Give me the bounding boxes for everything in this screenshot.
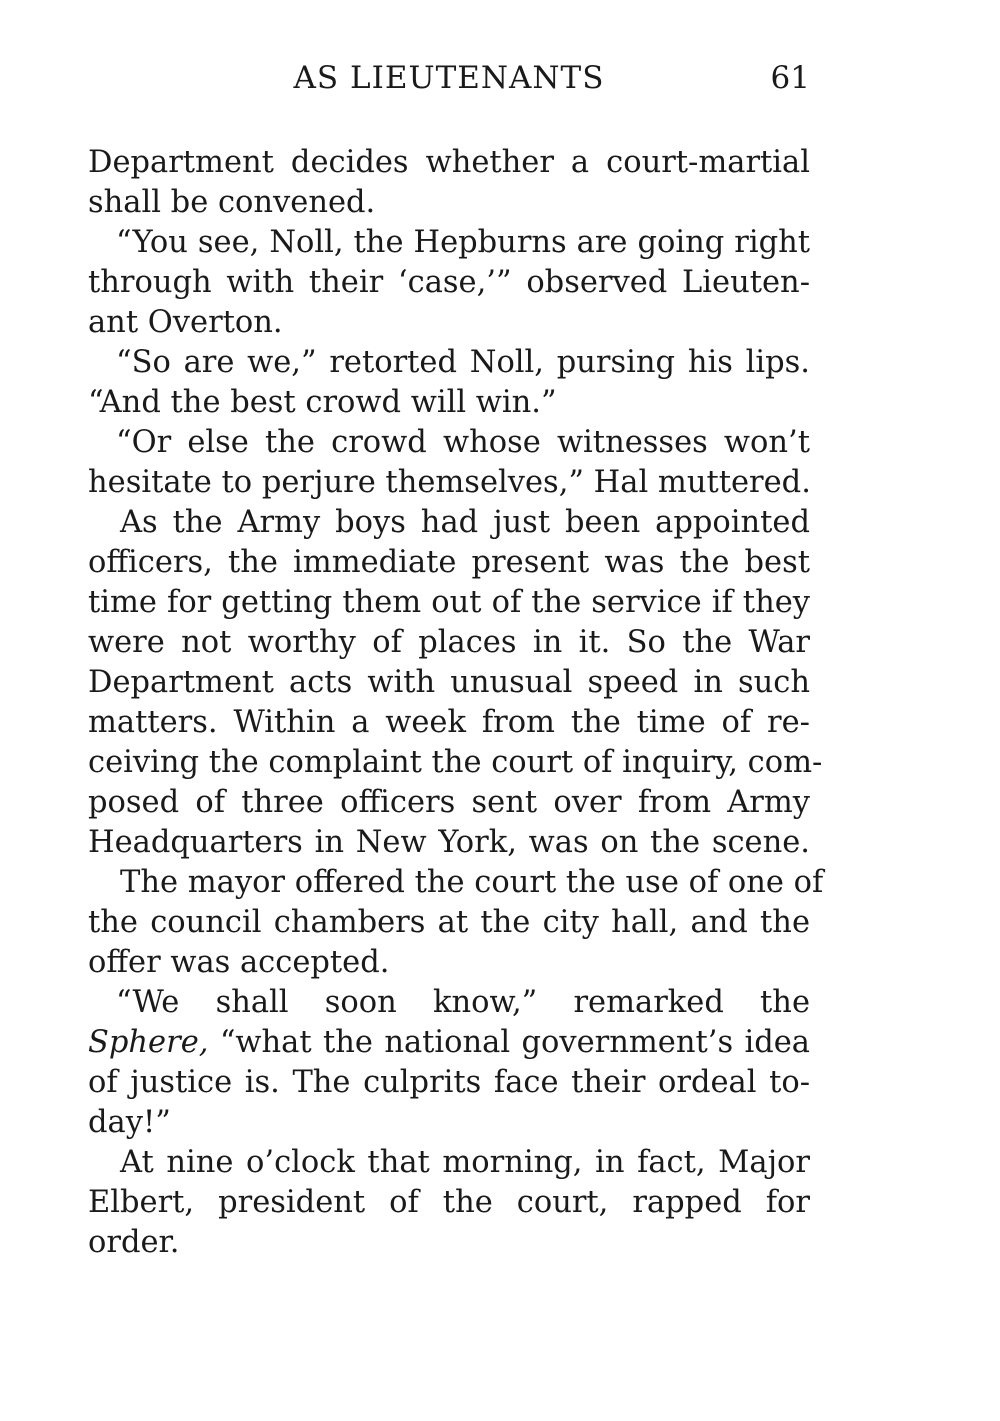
text-line: of justice is. The culprits face their ordeal to-	[88, 1065, 810, 1100]
text-line: were not worthy of places in it. So the War	[88, 625, 810, 660]
text-line: hesitate to perjure themselves,” Hal muttered.	[88, 465, 811, 500]
open-quote: “	[219, 1025, 236, 1060]
text-line: “Or else the crowd whose witnesses won’t	[116, 425, 810, 460]
text-line: posed of three officers sent over from Army	[88, 785, 810, 820]
text-line: “So are we,” retorted Noll, pursing his lips.	[116, 345, 810, 380]
text-line: “We shall soon know,” remarked the	[116, 985, 810, 1020]
italic-title: Sphere,	[88, 1025, 209, 1060]
text-line: the council chambers at the city hall, and the	[88, 905, 810, 940]
text-line: ceiving the complaint the court of inquiry, com-	[88, 745, 823, 780]
text-line: Elbert, president of the court, rapped for	[88, 1185, 810, 1220]
text-line: As the Army boys had just been appointed	[120, 505, 810, 540]
text-line: offer was accepted.	[88, 945, 390, 980]
running-head	[88, 58, 810, 98]
text-line: At nine o’clock that morning, in fact, Major	[120, 1145, 810, 1180]
running-title: AS LIEUTENANTS	[293, 60, 605, 96]
text-line: order.	[88, 1225, 180, 1260]
text-line: matters. Within a week from the time of re-	[88, 705, 810, 740]
text-line: Department decides whether a court-martial	[88, 145, 810, 180]
text-line: time for getting them out of the service if they	[88, 585, 810, 620]
text-line: “You see, Noll, the Hepburns are going right	[116, 225, 810, 260]
text-line: Headquarters in New York, was on the scene.	[88, 825, 810, 860]
text-line	[88, 1023, 810, 1063]
text-line: day!”	[88, 1105, 171, 1140]
page-number: 61	[770, 60, 810, 96]
text-fragment: what the national government’s idea	[235, 1025, 810, 1060]
text-line: “And the best crowd will win.”	[88, 385, 557, 420]
text-line: ant Overton.	[88, 305, 283, 340]
text-line: Department acts with unusual speed in such	[88, 665, 810, 700]
text-line: officers, the immediate present was the best	[88, 545, 810, 580]
text-line: shall be convened.	[88, 185, 376, 220]
text-line: through with their ‘case,’” observed Lieuten-	[88, 265, 810, 300]
body-text	[88, 143, 824, 1263]
text-line: The mayor offered the court the use of one of	[120, 865, 824, 900]
